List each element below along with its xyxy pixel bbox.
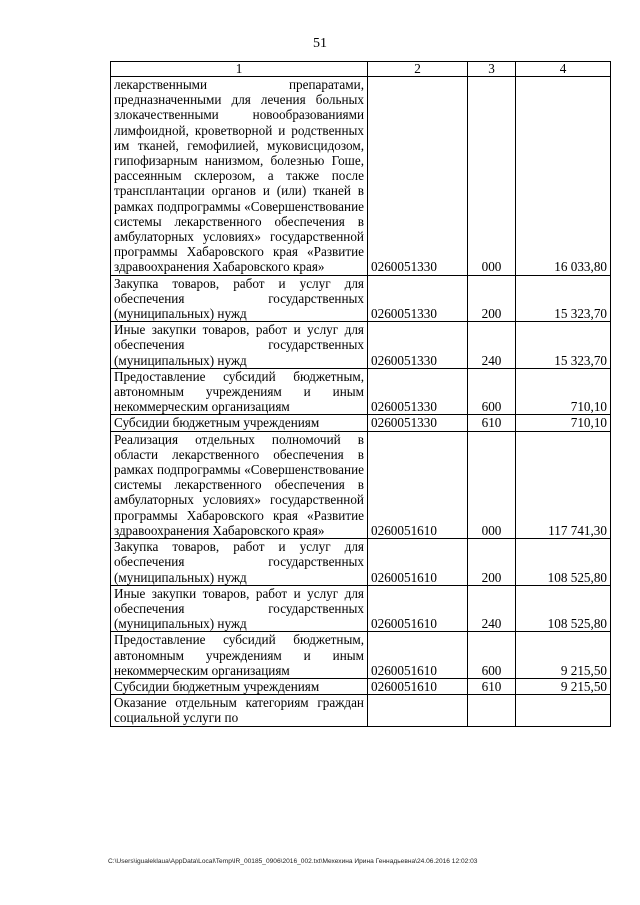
row-name: Субсидии бюджетным учреждениям — [111, 678, 368, 694]
column-header: 1 — [111, 62, 368, 77]
budget-table — [110, 61, 611, 727]
row-target-code: 0260051330 — [368, 322, 468, 369]
row-name: Оказание отдельным категориям граждан социальной услуги по — [111, 695, 368, 726]
row-expense-type: 240 — [468, 585, 516, 632]
table-row — [111, 368, 611, 415]
row-target-code: 0260051610 — [368, 632, 468, 679]
row-sum: 15 323,70 — [516, 275, 611, 322]
table-header-row — [111, 62, 611, 77]
row-sum: 710,10 — [516, 415, 611, 431]
row-target-code: 0260051610 — [368, 539, 468, 586]
row-name: Предоставление субсидий бюджетным, автономным учреждениям и иным некоммерческим организациям — [111, 632, 368, 679]
row-target-code: 0260051610 — [368, 431, 468, 538]
column-header: 4 — [516, 62, 611, 77]
row-expense-type — [468, 695, 516, 726]
row-sum: 9 215,50 — [516, 678, 611, 694]
row-expense-type: 600 — [468, 368, 516, 415]
row-target-code: 0260051610 — [368, 585, 468, 632]
row-expense-type: 600 — [468, 632, 516, 679]
column-header: 3 — [468, 62, 516, 77]
row-target-code: 0260051330 — [368, 415, 468, 431]
row-expense-type: 610 — [468, 415, 516, 431]
row-expense-type: 610 — [468, 678, 516, 694]
row-sum: 9 215,50 — [516, 632, 611, 679]
table-row — [111, 322, 611, 369]
row-expense-type: 200 — [468, 275, 516, 322]
row-name: лекарственными препаратами, предназначенными для лечения больных злокачественными новообразованиями лимфоидной, кроветворной и родственных им тканей, гемофилией, муковисцидозом, гипофизарным нанизмом, болезнью Гоше, рассеянным склерозом, а также после трансплантации органов и (или) тканей в рамках подпрограммы «Совершенствование системы лекарственного обеспечения в амбулаторных условиях» государственной программы Хабаровского края «Развитие здравоохранения Хабаровского края» — [111, 77, 368, 276]
row-name: Предоставление субсидий бюджетным, автономным учреждениям и иным некоммерческим организациям — [111, 368, 368, 415]
table-row — [111, 275, 611, 322]
row-name: Субсидии бюджетным учреждениям — [111, 415, 368, 431]
table-row — [111, 585, 611, 632]
row-expense-type: 000 — [468, 77, 516, 276]
row-name: Иные закупки товаров, работ и услуг для обеспечения государственных (муниципальных) нужд — [111, 322, 368, 369]
row-sum: 15 323,70 — [516, 322, 611, 369]
row-name: Закупка товаров, работ и услуг для обеспечения государственных (муниципальных) нужд — [111, 539, 368, 586]
row-name: Закупка товаров, работ и услуг для обеспечения государственных (муниципальных) нужд — [111, 275, 368, 322]
table-row — [111, 77, 611, 276]
table-row — [111, 678, 611, 694]
row-sum: 117 741,30 — [516, 431, 611, 538]
table-row — [111, 695, 611, 726]
row-expense-type: 000 — [468, 431, 516, 538]
table-row — [111, 632, 611, 679]
row-target-code — [368, 695, 468, 726]
row-target-code: 0260051330 — [368, 368, 468, 415]
row-name: Иные закупки товаров, работ и услуг для обеспечения государственных (муниципальных) нужд — [111, 585, 368, 632]
row-sum: 16 033,80 — [516, 77, 611, 276]
row-sum: 710,10 — [516, 368, 611, 415]
document-footer-path: C:\Users\igualeklaua\AppData\Local\Temp\IR_00185_0906\2016_002.txt\Мехехина Ирина Геннадьевна\24.06.2016 12:02:03 — [108, 858, 478, 865]
row-sum — [516, 695, 611, 726]
page-number: 51 — [313, 36, 327, 51]
table-row — [111, 539, 611, 586]
row-target-code: 0260051330 — [368, 275, 468, 322]
row-sum: 108 525,80 — [516, 585, 611, 632]
row-target-code: 0260051610 — [368, 678, 468, 694]
table-row — [111, 415, 611, 431]
table-row — [111, 431, 611, 538]
row-name: Реализация отдельных полномочий в области лекарственного обеспечения в рамках подпрограммы «Совершенствование системы лекарственного обеспечения в амбулаторных условиях» государственной программы Хабаровского края «Развитие здравоохранения Хабаровского края» — [111, 431, 368, 538]
row-expense-type: 200 — [468, 539, 516, 586]
row-expense-type: 240 — [468, 322, 516, 369]
row-sum: 108 525,80 — [516, 539, 611, 586]
row-target-code: 0260051330 — [368, 77, 468, 276]
column-header: 2 — [368, 62, 468, 77]
